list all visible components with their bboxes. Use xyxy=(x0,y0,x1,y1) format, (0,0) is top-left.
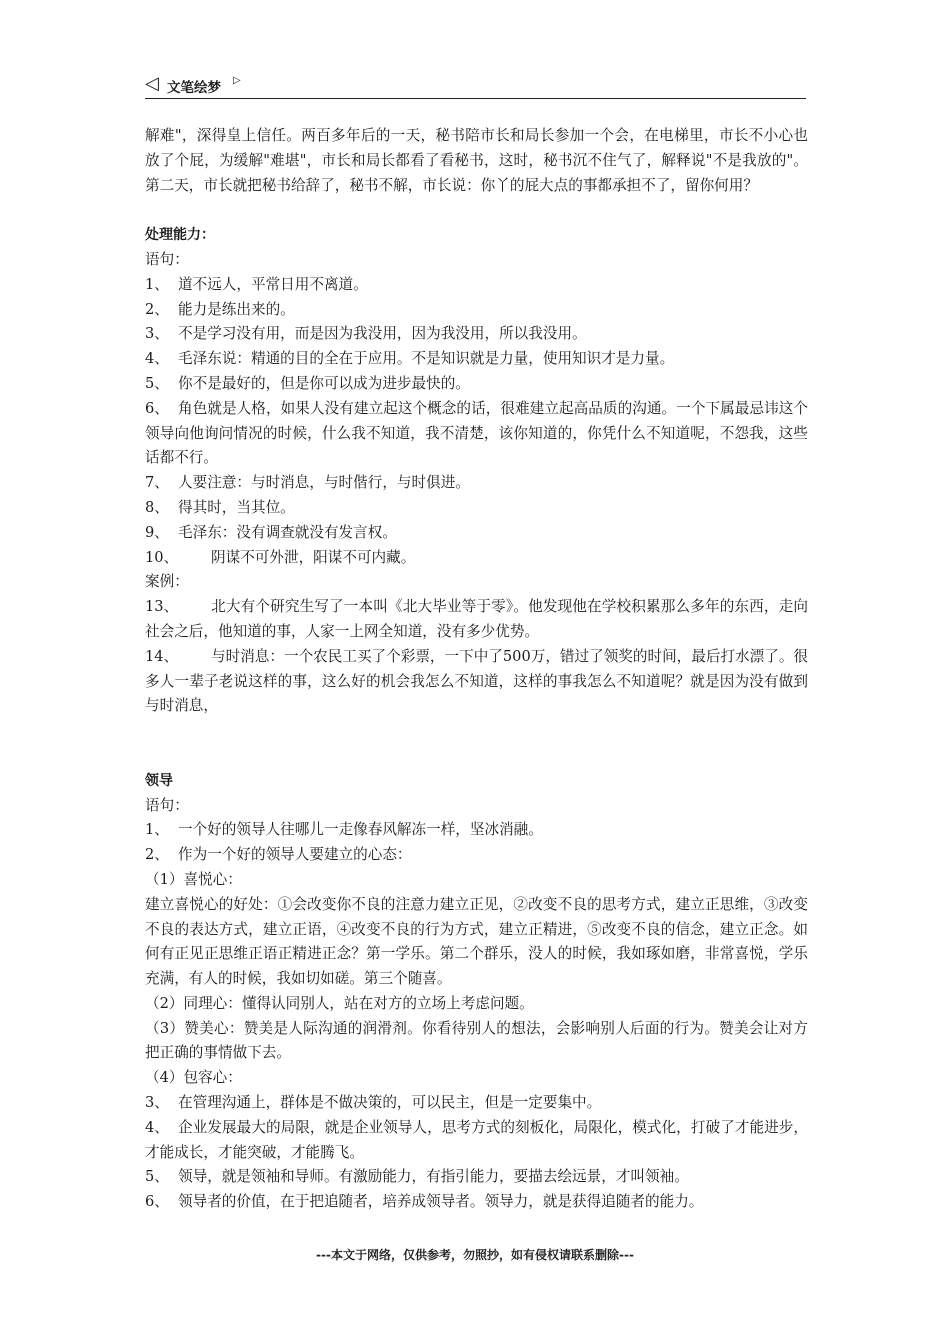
section-heading-leadership: 领导 xyxy=(145,772,173,789)
left-triangle-icon: ◁ xyxy=(145,73,159,94)
list-item: 4、 毛泽东说：精通的目的全在于应用。不是知识就是力量，使用知识才是力量。 xyxy=(145,350,675,368)
joy-paragraph: 建立喜悦心的好处：①会改变你不良的注意力建立正见，②改变不良的思考方式，建立正思维，③改变不良的表达方式，建立正语，④改变不良的行为方式，建立正精进，⑤改变不良的信念，建立正念。如何有正见正思维正语正精进正念？第一学乐。第二个群乐，没人的时候，我如琢如磨，非常喜悦，学乐充满，有人的时候，我如切如磋。第三个随喜。 xyxy=(145,895,808,988)
list-item: 6、 角色就是人格，如果人没有建立起这个概念的话，很难建立起高品质的沟通。一个下属最忌讳这个领导向他询问情况的时候，什么我不知道，我不清楚，该你知道的，你凭什么不知道呢，不怨我，这些话都不行。 xyxy=(145,399,808,467)
list-item: 3、 在管理沟通上，群体是不做决策的，可以民主，但是一定要集中。 xyxy=(145,1094,602,1112)
list-item: 9、 毛泽东：没有调查就没有发言权。 xyxy=(145,523,397,541)
case-item: 13、 北大有个研究生写了一本叫《北大毕业等于零》。他发现他在学校积累那么多年的东西，走向社会之后，他知道的事，人家一上网全知道，没有多少优势。 xyxy=(145,598,808,640)
sub-empathy: （2）同理心：懂得认同别人，站在对方的立场上考虑问题。 xyxy=(145,994,534,1012)
right-triangle-icon: ▷ xyxy=(233,75,241,86)
case-item: 14、 与时消息：一个农民工买了个彩票，一下中了500万，错过了领奖的时间，最后打水漂了。很多人一辈子老说这样的事，这么好的机会我怎么不知道，这样的事我怎么不知道呢？就是因为没有做到与时消息， xyxy=(145,647,809,715)
section-heading-ability: 处理能力： xyxy=(145,227,215,244)
label-sentences: 语句： xyxy=(145,250,189,268)
document-body xyxy=(145,124,808,1215)
list-item: 3、 不是学习没有用，而是因为我没用，因为我没用，所以我没用。 xyxy=(145,325,587,343)
list-item: 4、 企业发展最大的局限，就是企业领导人，思考方式的刻板化，局限化，模式化，打破了才能进步，才能成长，才能突破，才能腾飞。 xyxy=(145,1118,808,1161)
list-item: 1、 道不远人，平常日用不离道。 xyxy=(145,275,368,293)
list-item: 2、 能力是练出来的。 xyxy=(145,300,295,318)
list-item: 6、 领导者的价值，在于把追随者，培养成领导者。领导力，就是获得追随者的能力。 xyxy=(145,1193,704,1211)
header-title: 文笔绘梦 xyxy=(167,80,221,96)
page-footer: ---本文于网络，仅供参考，勿照抄，如有侵权请联系删除--- xyxy=(316,1248,634,1262)
label-cases: 案例： xyxy=(145,573,189,591)
sub-heading-joy: （1）喜悦心： xyxy=(145,870,242,888)
page-header xyxy=(145,70,806,99)
list-item: 10、 阴谋不可外泄，阳谋不可内藏。 xyxy=(145,548,416,566)
list-item: 5、 你不是最好的，但是你可以成为进步最快的。 xyxy=(145,374,470,392)
list-item: 8、 得其时，当其位。 xyxy=(145,498,295,516)
list-item: 7、 人要注意：与时消息，与时偕行，与时俱进。 xyxy=(145,474,470,492)
list-item: 1、 一个好的领导人往哪儿一走像春风解冻一样，坚冰消融。 xyxy=(145,821,543,839)
sub-praise: （3）赞美心：赞美是人际沟通的润滑剂。你看待别人的想法，会影响别人后面的行为。赞美会让对方把正确的事情做下去。 xyxy=(145,1019,808,1062)
list-item: 2、 作为一个好的领导人要建立的心态： xyxy=(145,846,412,864)
list-item: 5、 领导，就是领袖和导师。有激励能力，有指引能力，要描去绘远景，才叫领袖。 xyxy=(145,1168,689,1186)
intro-paragraph: 解难"，深得皇上信任。两百多年后的一天，秘书陪市长和局长参加一个会，在电梯里，市长不小心也放了个屁，为缓解"难堪"，市长和局长都看了看秘书，这时，秘书沉不住气了，解释说"不是我放的"。第二天，市长就把秘书给辞了，秘书不解，市长说：你丫的屁大点的事都承担不了，留你何用？ xyxy=(145,127,808,194)
sub-tolerance: （4）包容心： xyxy=(145,1069,242,1087)
label-sentences: 语句： xyxy=(145,796,189,814)
